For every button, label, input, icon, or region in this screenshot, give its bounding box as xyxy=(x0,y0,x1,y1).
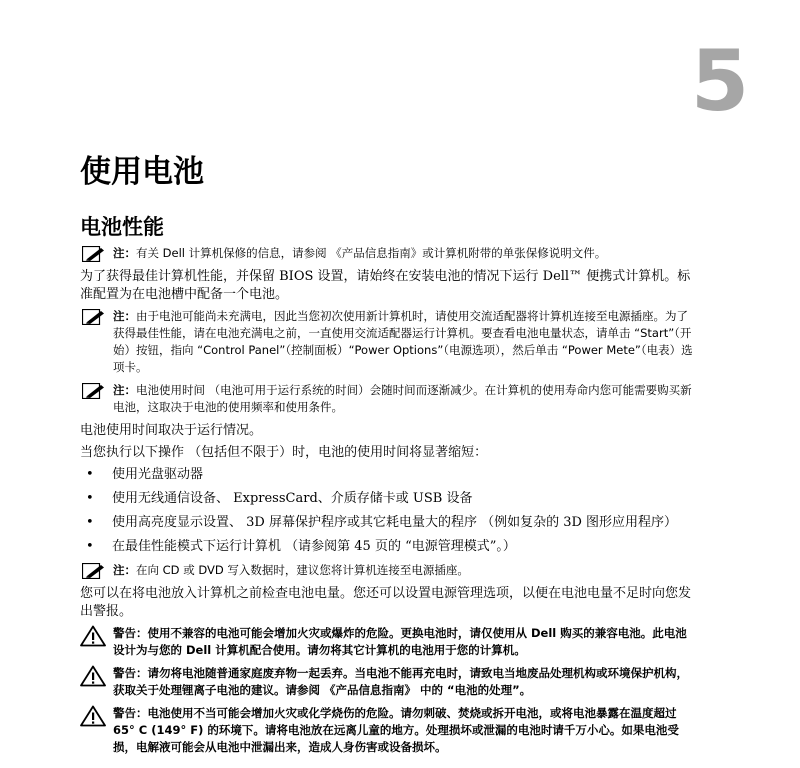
paragraph-best-performance: 为了获得最佳计算机性能，并保留 BIOS 设置，请始终在安装电池的情况下运行 Dell™ 便携式计算机。标准配置为在电池槽中配备一个电池。 xyxy=(80,269,691,302)
pencil-note-icon xyxy=(82,563,106,579)
list-item xyxy=(80,490,695,508)
list-item-text: 使用无线通信设备、 ExpressCard、介质存储卡或 USB 设备 xyxy=(112,491,473,506)
paragraph-operating-time: 电池使用时间取决于运行情况。 xyxy=(80,423,263,438)
warning-label: 警告： xyxy=(113,666,148,680)
list-item xyxy=(80,538,695,556)
bullet-dot: • xyxy=(86,515,94,530)
bullet-list xyxy=(80,466,695,556)
list-item xyxy=(80,514,695,532)
warning-text: 电池使用不当可能会增加火灾或化学烧伤的危险。请勿刺破、焚烧或拆开电池，或将电池暴露在温度超过 65° C (149° F) 的环境下。请将电池放在远离儿童的地方。处理损坏或泄漏的电池时请千万小心。如果电池受损，电解液可能会从电池中泄漏出来，造成人身伤害或设备损坏。 xyxy=(113,706,679,754)
bullet-dot: • xyxy=(86,491,94,506)
warning-label: 警告： xyxy=(113,706,148,720)
pencil-note-icon xyxy=(82,246,106,262)
warning-text: 使用不兼容的电池可能会增加火灾或爆炸的危险。更换电池时，请仅使用从 Dell 购买的兼容电池。此电池设计为与您的 Dell 计算机配合使用。请勿将其它计算机的电池用于您的计算机。 xyxy=(113,626,687,657)
note-text: 电池使用时间 （电池可用于运行系统的时间）会随时间而逐渐减少。在计算机的使用寿命内您可能需要购买新电池，这取决于电池的使用频率和使用条件。 xyxy=(113,383,692,414)
warning-triangle-icon xyxy=(80,705,106,727)
warning-triangle-icon xyxy=(80,625,106,647)
chapter-number: 5 xyxy=(690,32,750,130)
list-item xyxy=(80,466,695,484)
warning-misuse xyxy=(80,705,698,756)
warning-text: 请勿将电池随普通家庭废弃物一起丢弃。当电池不能再充电时，请致电当地废品处理机构或环境保护机构，获取关于处理锂离子电池的建议。请参阅 《产品信息指南》 中的 “电池的处理”。 xyxy=(113,666,688,697)
list-item-text: 使用高亮度显示设置、 3D 屏幕保护程序或其它耗电量大的程序 （例如复杂的 3D 图形应用程序） xyxy=(112,515,678,530)
chapter-title: 使用电池 xyxy=(80,154,204,190)
note-text: 由于电池可能尚未充满电，因此当您初次使用新计算机时，请使用交流适配器将计算机连接至电源插座。为了获得最佳性能，请在电池充满电之前，一直使用交流适配器运行计算机。要查看电池电量状态，请单击 “Start”（开始）按钮，指向 “Control Panel”（控制面板）“Power Options”（电源选项），然后单击 “Power Mete”（电表）选项卡。 xyxy=(113,309,693,374)
warning-incompatible-battery xyxy=(80,625,698,659)
paragraph-reduced-time: 当您执行以下操作 （包括但不限于）时，电池的使用时间将显著缩短： xyxy=(80,445,488,460)
note-text: 有关 Dell 计算机保修的信息，请参阅 《产品信息指南》或计算机附带的单张保修说明文件。 xyxy=(136,246,607,260)
note-cd-dvd xyxy=(80,562,698,579)
note-label: 注： xyxy=(113,383,136,397)
list-item-text: 在最佳性能模式下运行计算机 （请参阅第 45 页的 “电源管理模式”。） xyxy=(112,539,516,554)
warning-triangle-icon xyxy=(80,665,106,687)
note-label: 注： xyxy=(113,563,136,577)
document-body xyxy=(80,245,720,762)
note-text: 在向 CD 或 DVD 写入数据时，建议您将计算机连接至电源插座。 xyxy=(136,563,469,577)
section-title: 电池性能 xyxy=(80,215,164,239)
note-label: 注： xyxy=(113,246,136,260)
warning-disposal xyxy=(80,665,698,699)
list-item-text: 使用光盘驱动器 xyxy=(112,467,204,482)
pencil-note-icon xyxy=(82,309,106,325)
bullet-dot: • xyxy=(86,467,94,482)
note-first-use xyxy=(80,308,698,376)
pencil-note-icon xyxy=(82,383,106,399)
note-label: 注： xyxy=(113,309,136,323)
note-dell-warranty xyxy=(80,245,698,262)
note-battery-life xyxy=(80,382,698,416)
warning-label: 警告： xyxy=(113,626,148,640)
bullet-dot: • xyxy=(86,539,94,554)
paragraph-check-charge: 您可以在将电池放入计算机之前检查电池电量。您还可以设置电源管理选项，以便在电池电量不足时向您发出警报。 xyxy=(80,586,692,619)
